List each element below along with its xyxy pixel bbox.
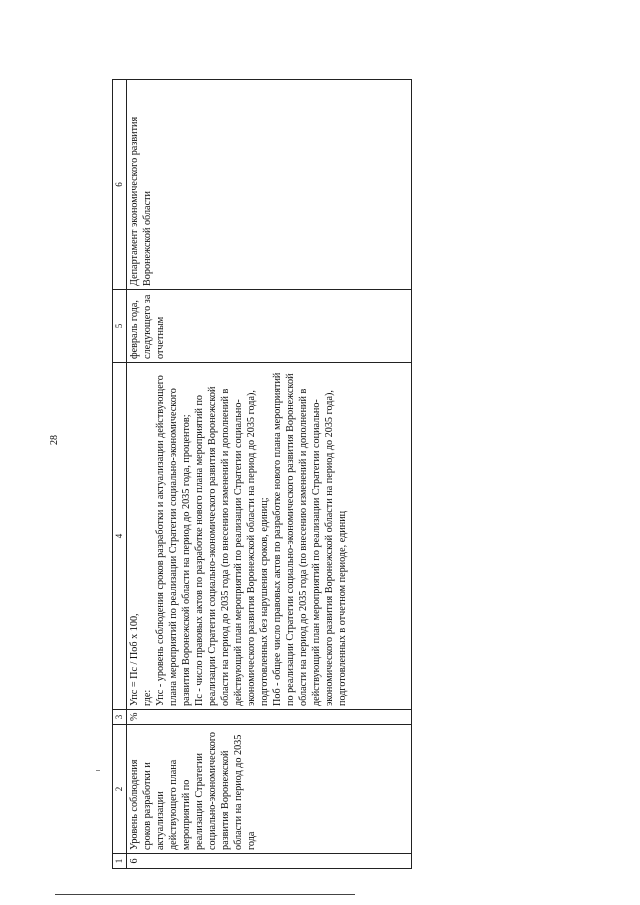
header-col-4: 4 [113, 363, 127, 710]
formula-line: Пс - число правовых актов по разработке нового плана мероприятий по реализации Стратегии социально-экономического развития Воронежской области на период до 2035 года (по внесению изменений и дополнений в действующий план мероприятий по реализации Стратегии социально-экономического развития Воронежской области на период до 2035 года), подготовленных без нарушения сроков, единиц; [194, 386, 270, 706]
deadline-cell: февраль года, следующего за отчетным [127, 290, 412, 363]
header-col-3: 3 [113, 710, 127, 725]
responsible-cell: Департамент экономического развития Воронежской области [127, 80, 412, 290]
formula-cell [127, 363, 412, 710]
formula-line: Упс - уровень соблюдения сроков разработки и актуализации действующего плана мероприятий по реализации Стратегии социально-экономического развития Воронежской области на период до 2035 года, процентов; [155, 375, 192, 706]
page-number: 28 [49, 435, 60, 445]
indicator-name-cell: Уровень соблюдения сроков разработки и актуализации действующего плана мероприятий по реализации Стратегии социально-экономического развития Воронежской области на период до 2035 года [127, 725, 412, 854]
header-col-1: 1 [113, 854, 127, 869]
row-number-cell: 6 [127, 854, 412, 869]
table-rotation-frame [112, 79, 412, 869]
header-col-6: 6 [113, 80, 127, 290]
footer-rule [55, 894, 355, 895]
formula-line: Поб - общее число правовых актов по разработке нового плана мероприятий по реализации Стратегии социально-экономического развития Воронежской области на период до 2035 года (по внесению изменений и дополнений в действующий план мероприятий по реализации Стратегии социально-экономического развития Воронежской области на период до 2035 года), подготовленных в отчетном периоде, единиц [272, 372, 348, 706]
unit-cell: % [127, 710, 412, 725]
formula-line: Упс = Пс / Поб х 100, [129, 613, 140, 706]
indicator-table [112, 79, 412, 869]
table-header-row [113, 80, 127, 869]
scan-mark [96, 770, 100, 771]
table-row [127, 80, 412, 869]
header-col-5: 5 [113, 290, 127, 363]
header-col-2: 2 [113, 725, 127, 854]
rotated-table-container [112, 79, 412, 869]
formula-line: где: [142, 689, 153, 706]
